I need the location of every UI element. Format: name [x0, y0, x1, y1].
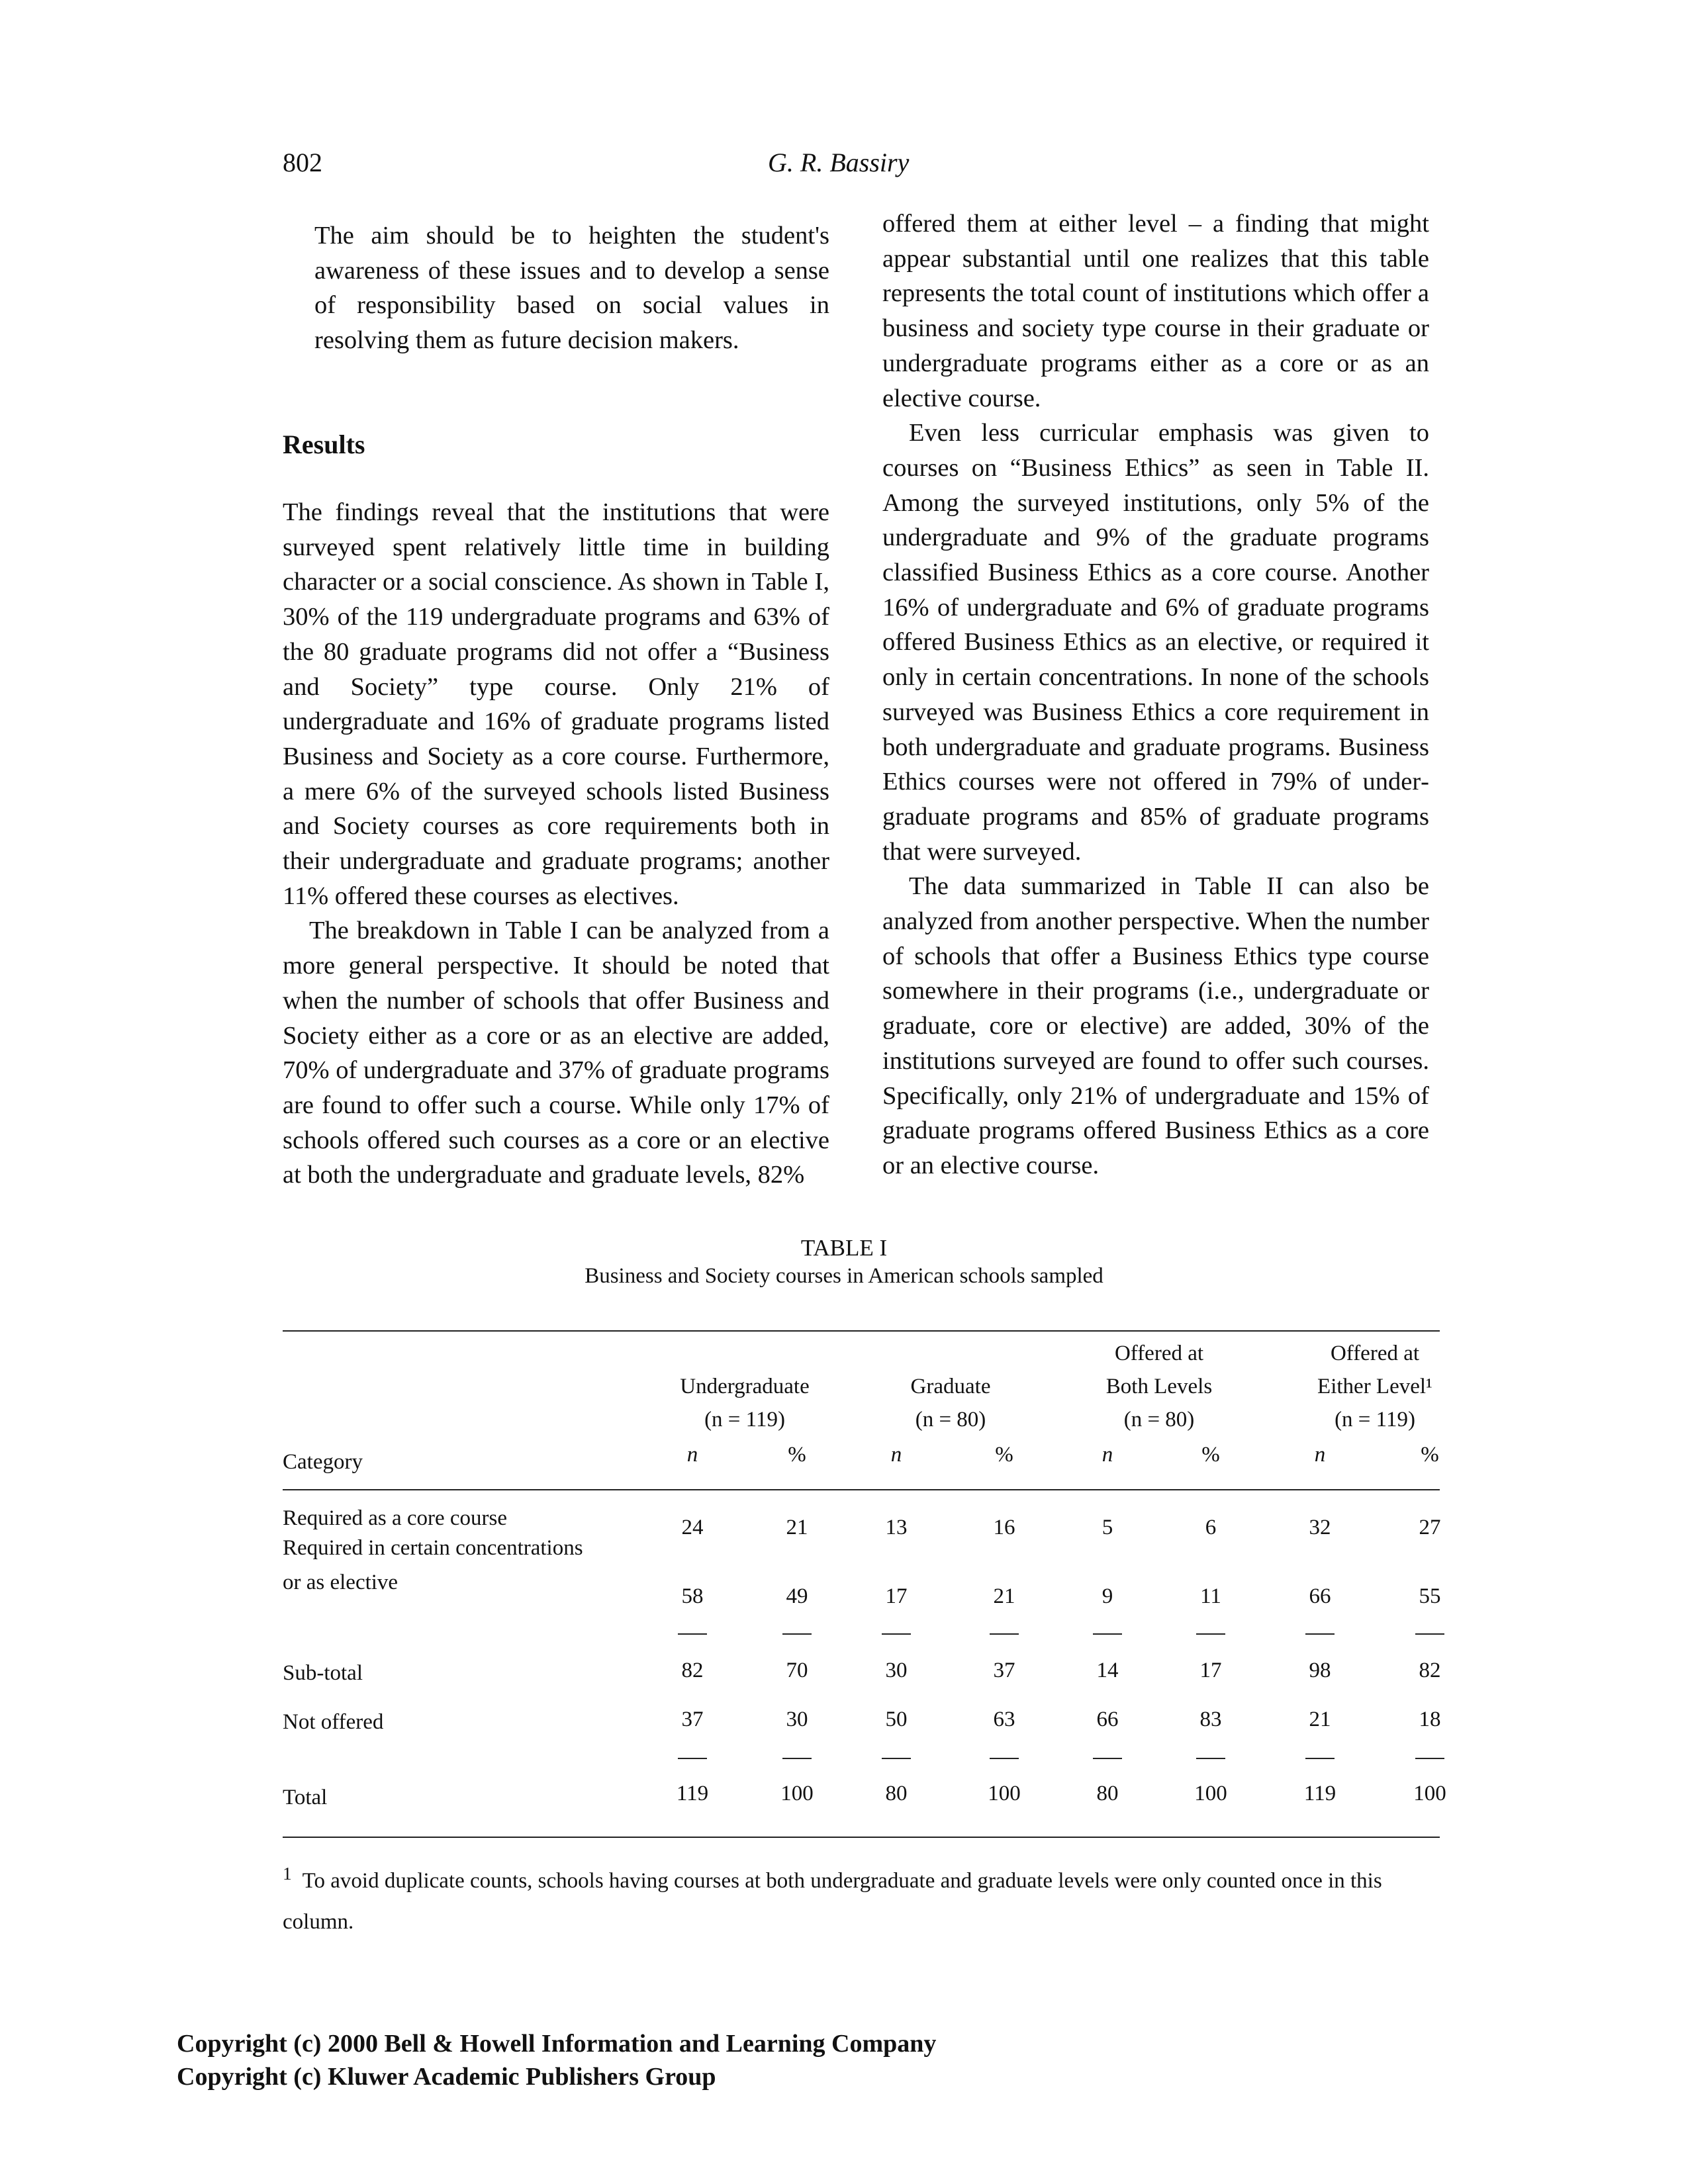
sum-rule: [1305, 1633, 1335, 1635]
sum-rule: [678, 1758, 707, 1759]
table-cell: 11: [1200, 1584, 1221, 1608]
row-label: Sub-total: [283, 1661, 363, 1685]
sum-rule: [1415, 1758, 1444, 1759]
row-label: Total: [283, 1786, 328, 1809]
sum-rule: [1305, 1758, 1335, 1759]
group-header-line1: Offered at: [1114, 1342, 1204, 1365]
section-heading: Results: [283, 430, 365, 459]
copyright-line: Copyright (c) 2000 Bell & Howell Information and Learning Company: [177, 2030, 937, 2058]
table-cell: 50: [885, 1707, 908, 1731]
sum-rule: [1415, 1633, 1444, 1635]
table-cell: 21: [1309, 1707, 1331, 1731]
column-subheader: %: [995, 1443, 1013, 1467]
page-number: 802: [283, 148, 322, 177]
paragraph: offered them at either level – a finding that might appear substantial until one realizes that this table represents the total count of institutions which offer a business and society type course in their graduate or undergraduate programs either as a core or as an elective course.: [882, 210, 1429, 412]
sum-rule: [990, 1758, 1019, 1759]
table-header-rule: [283, 1489, 1440, 1490]
paragraph: Even less curricular emphasis was given to courses on “Business Ethics” as seen in Table II. Among the surveyed institutions, only 5% of the undergraduate and 9% of the graduate programs classified Business Ethics as a core course. Another 16% of undergraduate and 6% of graduate programs offered Business Ethics as an elective, or required it only in certain concentrations. In none of the schools surveyed was Business Ethics a core requirement in both undergraduate and graduate programs. Business Ethics courses were not offered in 79% of undergraduate programs and 85% of graduate programs that were surveyed.: [882, 419, 1429, 866]
table-cell: 16: [993, 1516, 1015, 1539]
column-subheader: %: [1201, 1443, 1220, 1467]
table-caption: Business and Society courses in American schools sampled: [585, 1264, 1103, 1288]
table-cell: 9: [1102, 1584, 1113, 1608]
table-cell: 37: [681, 1707, 704, 1731]
table-cell: 17: [1199, 1659, 1222, 1682]
table-cell: 80: [885, 1782, 908, 1805]
row-label: Required in certain concentrations: [283, 1536, 583, 1560]
sum-rule: [882, 1758, 911, 1759]
block-quote: The aim should be to heighten the student's awareness of these issues and to develop a sense of responsibility based on social values in resolving them as future decision makers.: [314, 222, 829, 355]
paragraph: The findings reveal that the institutions that were surveyed spent relatively little time in building character or a social conscience. As shown in Table I, 30% of the 119 undergraduate programs and 63% of the 80 graduate programs did not offer a “Business and Society” type course. Only 21% of undergraduate and 16% of graduate programs listed Business and Society as a core course. Furthermore, a mere 6% of the surveyed schools listed Business and Society courses as core requirements both in their undergraduate and graduate programs; another 11% offered these courses as electives.: [283, 498, 829, 910]
footnote-text: To avoid duplicate counts, schools having courses at both undergraduate and graduate levels were only counted once in this column.: [283, 1869, 1382, 1934]
column-subheader: n: [890, 1443, 902, 1467]
row-label: Not offered: [283, 1710, 384, 1734]
row-label: Required as a core course: [283, 1506, 508, 1530]
group-n-label: (n = 80): [1123, 1408, 1195, 1432]
table-cell: 58: [681, 1584, 704, 1608]
right-column: [882, 206, 1429, 1183]
table-cell: 30: [786, 1707, 808, 1731]
table-title: TABLE I: [800, 1235, 888, 1261]
table-cell: 14: [1096, 1659, 1119, 1682]
table-cell: 18: [1419, 1707, 1441, 1731]
sum-rule: [1093, 1633, 1122, 1635]
sum-rule: [882, 1633, 911, 1635]
table-cell: 24: [681, 1516, 704, 1539]
table-cell: 100: [1413, 1782, 1446, 1805]
table-cell: 49: [786, 1584, 808, 1608]
category-header: Category: [283, 1450, 363, 1474]
row-label-continued: or as elective: [283, 1570, 399, 1594]
table-cell: 119: [1303, 1782, 1336, 1805]
group-n-label: (n = 119): [1335, 1408, 1415, 1432]
group-header: Both Levels: [1105, 1375, 1213, 1398]
column-subheader: %: [1421, 1443, 1439, 1467]
table-cell: 5: [1102, 1516, 1113, 1539]
table-cell: 100: [780, 1782, 814, 1805]
column-subheader: n: [1102, 1443, 1113, 1467]
sum-rule: [1196, 1633, 1225, 1635]
table-cell: 119: [676, 1782, 709, 1805]
sum-rule: [990, 1633, 1019, 1635]
group-header-line1: Offered at: [1330, 1342, 1420, 1365]
column-subheader: n: [1314, 1443, 1326, 1467]
group-header: Either Level¹: [1317, 1375, 1432, 1398]
table-cell: 13: [885, 1516, 908, 1539]
group-header: Undergraduate: [680, 1375, 810, 1398]
table-bottom-rule: [283, 1837, 1440, 1838]
running-head-author: G. R. Bassiry: [768, 148, 910, 177]
table-cell: 100: [1194, 1782, 1227, 1805]
column-subheader: n: [686, 1443, 698, 1467]
group-header: Graduate: [910, 1375, 991, 1398]
table-cell: 27: [1419, 1516, 1441, 1539]
table-cell: 17: [885, 1584, 908, 1608]
table-cell: 66: [1309, 1584, 1331, 1608]
table-cell: 37: [993, 1659, 1015, 1682]
group-n-label: (n = 80): [915, 1408, 986, 1432]
table-cell: 66: [1096, 1707, 1119, 1731]
table-top-rule: [283, 1330, 1440, 1332]
table-cell: 55: [1419, 1584, 1441, 1608]
table-cell: 63: [993, 1707, 1015, 1731]
left-column: [283, 495, 829, 1193]
sum-rule: [678, 1633, 707, 1635]
group-n-label: (n = 119): [704, 1408, 785, 1432]
table-cell: 100: [988, 1782, 1021, 1805]
table-cell: 82: [681, 1659, 704, 1682]
table-cell: 70: [786, 1659, 808, 1682]
footnote-marker: 1: [283, 1863, 292, 1884]
sum-rule: [1196, 1758, 1225, 1759]
paragraph: The breakdown in Table I can be analyzed from a more general perspective. It should be noted that when the number of schools that offer Business and Society either as a core or as an elective are added, 70% of undergraduate and 37% of graduate programs are found to offer such a course. While only 17% of schools offered such courses as a core or an elective at both the undergraduate and graduate levels, 82%: [283, 917, 829, 1189]
table-cell: 21: [993, 1584, 1015, 1608]
table-footnote: [283, 1853, 1441, 1942]
table-cell: 80: [1096, 1782, 1119, 1805]
sum-rule: [782, 1758, 812, 1759]
table-cell: 30: [885, 1659, 908, 1682]
table-cell: 32: [1309, 1516, 1331, 1539]
paragraph: The data summarized in Table II can also be analyzed from another perspective. When the number of schools that offer a Business Ethics type course somewhere in their programs (i.e., undergraduate or graduate, core or elective) are added, 30% of the institutions surveyed are found to offer such courses. Specifically, only 21% of undergraduate and 15% of graduate programs offered Business Ethics as a core or an elective course.: [882, 872, 1429, 1179]
copyright-line: Copyright (c) Kluwer Academic Publishers Group: [177, 2063, 716, 2091]
table-cell: 83: [1199, 1707, 1222, 1731]
sum-rule: [1093, 1758, 1122, 1759]
table-cell: 6: [1205, 1516, 1217, 1539]
table-cell: 82: [1419, 1659, 1441, 1682]
table-cell: 98: [1309, 1659, 1331, 1682]
table-cell: 21: [786, 1516, 808, 1539]
sum-rule: [782, 1633, 812, 1635]
column-subheader: %: [788, 1443, 806, 1467]
